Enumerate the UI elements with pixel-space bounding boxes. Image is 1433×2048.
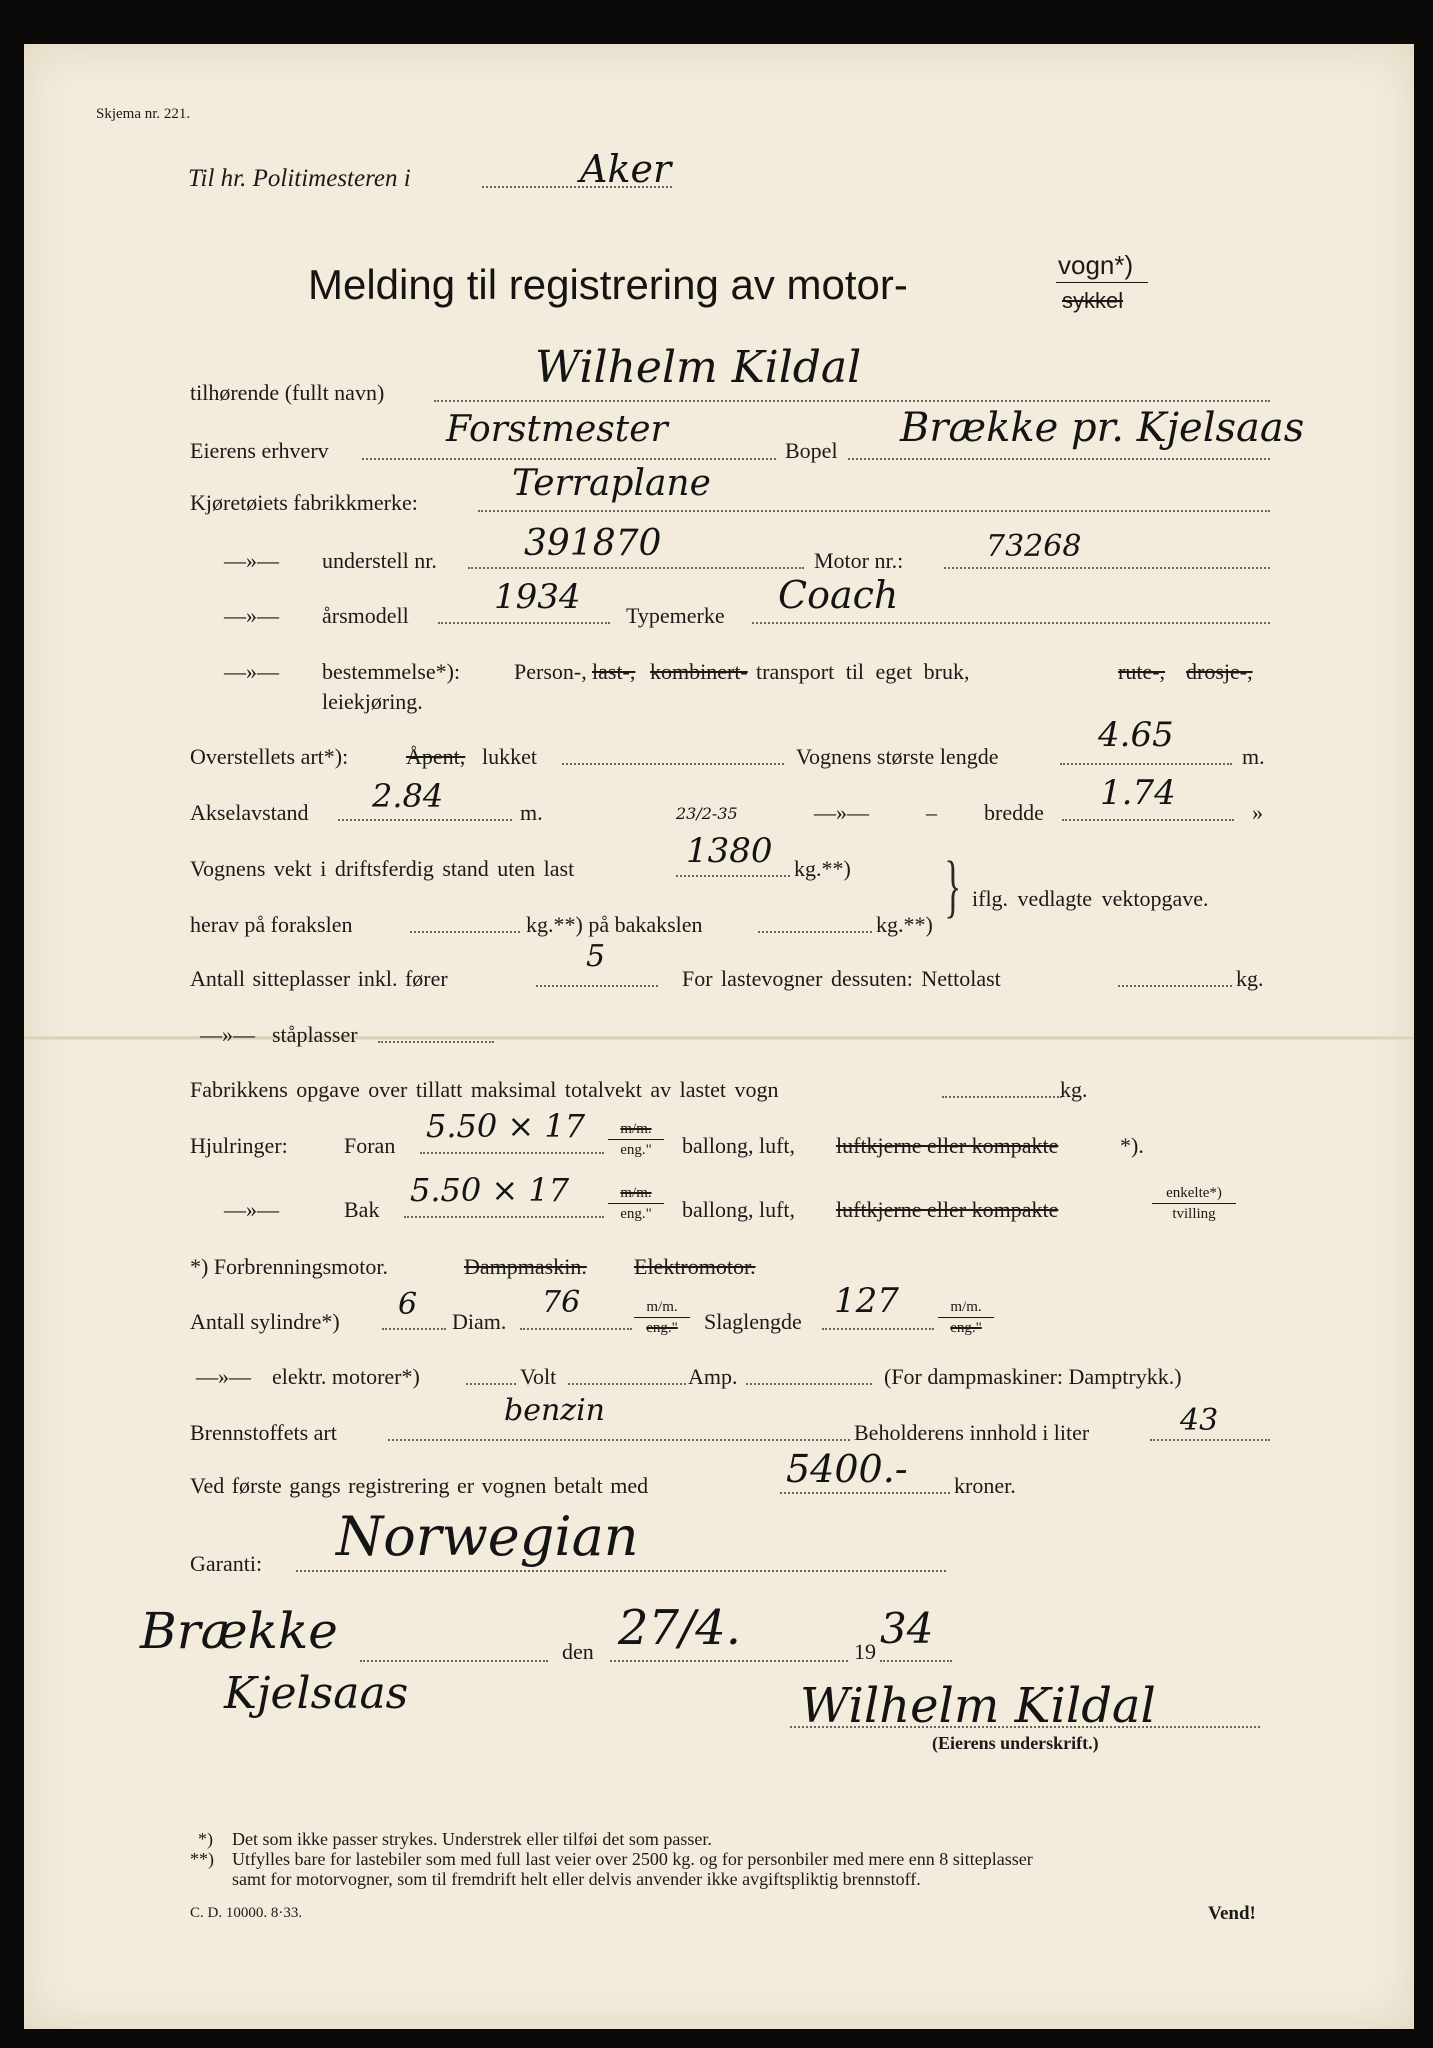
type-value: Coach (778, 573, 899, 617)
chassis-field-line (468, 567, 804, 569)
width-label: bredde (984, 800, 1044, 825)
seats-label: Antall sitteplasser inkl. fører (190, 966, 448, 991)
owner-field-line (434, 400, 1270, 402)
rear-axle-unit: kg.**) (876, 912, 933, 937)
engine-steam: Dampmaskin. (464, 1254, 587, 1279)
motor-label: Motor nr.: (814, 548, 904, 573)
year-value: 1934 (494, 577, 581, 617)
body-field-line (562, 763, 784, 765)
diameter-field-line (520, 1328, 632, 1330)
front-unit-eng: eng." (620, 1142, 652, 1158)
stroke-field-line (822, 1328, 934, 1330)
single-option: enkelte*) (1152, 1186, 1236, 1204)
net-load-field-line (1118, 985, 1232, 987)
net-load-unit: kg. (1236, 966, 1264, 991)
stroke-unit-mm: m/m. (938, 1300, 994, 1318)
diameter-unit-eng: eng." (646, 1320, 678, 1336)
owner-label: tilhørende (fullt navn) (190, 380, 385, 405)
type-label: Typemerke (626, 603, 725, 628)
stroke-value: 127 (834, 1281, 899, 1321)
purpose-label: bestemmelse*): (322, 659, 461, 684)
date-field-line (610, 1660, 848, 1662)
max-weight-label: Fabrikkens opgave over tillatt maksimal totalvekt av lastet vogn (190, 1077, 779, 1102)
price-label: Ved første gangs registrering er vognen betalt med (190, 1473, 649, 1498)
year-suffix: 34 (880, 1604, 934, 1653)
volt-label: Volt (520, 1364, 557, 1389)
purpose-person: Person-, (514, 659, 587, 684)
form-title: Melding til registrering av motor- (308, 261, 908, 308)
diameter-label: Diam. (452, 1309, 507, 1334)
volt-field-line (568, 1383, 686, 1385)
stroke-unit-eng: eng." (950, 1320, 982, 1336)
body-open: Åpent, (406, 744, 466, 769)
owner-signature: Wilhelm Kildal (800, 1678, 1156, 1734)
rear-unit-eng: eng." (620, 1206, 652, 1222)
rear-rims-field-line (404, 1216, 604, 1218)
place-line2: Kjelsaas (224, 1668, 409, 1719)
year-label: årsmodell (322, 603, 409, 628)
rims-label: Hjulringer: (190, 1133, 288, 1158)
diameter-unit-mm: m/m. (634, 1300, 690, 1318)
front-tire-struck: luftkjerne eller kompakte (836, 1133, 1059, 1158)
length-field-line (1060, 763, 1232, 765)
recipient-value: Aker (580, 147, 672, 191)
price-value: 5400.- (786, 1447, 908, 1491)
standing-label: ståplasser (272, 1022, 358, 1047)
wheelbase-value: 2.84 (372, 777, 444, 815)
ditto-mark: —»— (224, 548, 279, 573)
margin-note: 23/2-35 (676, 804, 738, 823)
date-value: 27/4. (618, 1600, 742, 1656)
price-unit: kroner. (954, 1473, 1016, 1498)
guarantee-value: Norwegian (336, 1505, 639, 1568)
length-label: Vognens største lengde (796, 744, 999, 769)
front-rims-label: Foran (344, 1133, 396, 1158)
print-code: C. D. 10000. 8·33. (190, 1905, 303, 1921)
purpose-transport: transport til eget bruk, (756, 659, 970, 684)
purpose-kombinert: kombinert- (650, 659, 748, 684)
rear-unit-mm: m/m. (608, 1186, 664, 1204)
ditto-mark: —»— (196, 1364, 251, 1389)
tank-field-line (1150, 1439, 1270, 1441)
make-label: Kjøretøiets fabrikkmerke: (190, 490, 418, 515)
net-load-label: For lastevogner dessuten: Nettolast (682, 966, 1001, 991)
fuel-value: benzin (504, 1393, 606, 1428)
type-field-line (752, 622, 1270, 624)
front-rims-value: 5.50 × 17 (426, 1107, 586, 1145)
amp-field-line (746, 1383, 872, 1385)
date-label: den (562, 1639, 594, 1664)
ditto-mark: —»— (224, 603, 279, 628)
stroke-unit-fraction (938, 1300, 994, 1336)
amp-label: Amp. (688, 1364, 738, 1389)
rear-axle-field-line (758, 931, 872, 933)
weight-brace: } (944, 848, 962, 925)
motor-field-line (944, 567, 1270, 569)
rear-unit-fraction (608, 1186, 664, 1222)
year-field-line (880, 1660, 952, 1662)
purpose-rute: rute-, (1118, 659, 1166, 684)
electric-motors-label: elektr. motorer*) (272, 1364, 420, 1389)
diameter-unit-fraction (634, 1300, 690, 1336)
ditto-mark: —»— (224, 1197, 279, 1222)
front-unit-fraction (608, 1122, 664, 1158)
seats-value: 5 (586, 939, 606, 974)
wheelbase-label: Akselavstand (190, 800, 309, 825)
front-axle-field-line (410, 931, 520, 933)
footnote-2-line2: samt for motorvogner, som til fremdrift helt eller delvis anvender ikke avgiftspliktig brennstoff. (232, 1869, 921, 1889)
residence-field-line (848, 458, 1270, 460)
front-tire-end: *). (1120, 1133, 1144, 1158)
year-field-line (438, 622, 610, 624)
cylinders-label: Antall sylindre*) (190, 1309, 340, 1334)
cylinders-field-line (382, 1328, 446, 1330)
make-value: Terraplane (512, 463, 711, 504)
front-axle-unit: kg.**) på bakakslen (526, 912, 703, 937)
footnote-1-mark: *) (198, 1829, 213, 1849)
weight-brace-text: iflg. vedlagte vektopgave. (972, 886, 1209, 911)
electric-motors-field-line (466, 1383, 516, 1385)
rear-tire-struck: luftkjerne eller kompakte (836, 1197, 1059, 1222)
chassis-value: 391870 (524, 523, 662, 564)
cylinders-value: 6 (398, 1287, 418, 1322)
occupation-field-line (362, 458, 776, 460)
motor-value: 73268 (986, 529, 1082, 564)
guarantee-field-line (296, 1570, 946, 1572)
width-field-line (1062, 819, 1234, 821)
ditto-mark: —»— (200, 1022, 255, 1047)
occupation-value: Forstmester (446, 409, 668, 450)
place-field-line (360, 1660, 548, 1662)
width-unit: » (1252, 800, 1263, 825)
wheelbase-unit: m. (520, 800, 543, 825)
place-line1: Brække (140, 1602, 338, 1660)
seats-field-line (536, 985, 658, 987)
schema-number: Skjema nr. 221. (96, 106, 191, 122)
turn-over-note: Vend! (1208, 1903, 1256, 1924)
weight-label: Vognens vekt i driftsferdig stand uten last (190, 856, 575, 881)
body-type-label: Overstellets art*): (190, 744, 349, 769)
chassis-label: understell nr. (322, 548, 437, 573)
title-option-sykkel: sykkel (1062, 288, 1124, 313)
standing-field-line (378, 1041, 494, 1043)
fuel-field-line (388, 1439, 850, 1441)
weight-value: 1380 (686, 831, 773, 871)
owner-value: Wilhelm Kildal (535, 342, 862, 393)
width-dash: – (926, 800, 937, 825)
stroke-label: Slaglengde (704, 1309, 802, 1334)
price-field-line (780, 1492, 950, 1494)
year-prefix: 19 (854, 1639, 876, 1664)
length-unit: m. (1242, 744, 1265, 769)
rear-rims-label: Bak (344, 1197, 380, 1222)
purpose-drosje: drosje-, (1186, 659, 1253, 684)
weight-field-line (676, 875, 790, 877)
steam-pressure-note: (For dampmaskiner: Damptrykk.) (884, 1364, 1182, 1389)
length-value: 4.65 (1098, 715, 1174, 755)
footnote-2-mark: **) (190, 1849, 214, 1869)
diameter-value: 76 (542, 1285, 581, 1320)
engine-combustion: *) Forbrenningsmotor. (190, 1254, 388, 1279)
body-closed: lukket (482, 744, 537, 769)
front-unit-mm: m/m. (608, 1122, 664, 1140)
twin-option: tvilling (1172, 1206, 1216, 1222)
ditto-mark: —»— (814, 800, 869, 825)
guarantee-label: Garanti: (190, 1551, 263, 1576)
width-value: 1.74 (1100, 773, 1176, 813)
tank-value: 43 (1180, 1403, 1219, 1438)
purpose-leiekjoring: leiekjøring. (322, 689, 423, 714)
ditto-mark: —»— (224, 659, 279, 684)
residence-label: Bopel (785, 438, 838, 463)
max-weight-field-line (942, 1096, 1062, 1098)
title-option-vogn: vogn*) (1058, 250, 1134, 280)
purpose-last: last-, (592, 659, 636, 684)
title-fraction-bar (1056, 282, 1148, 283)
make-field-line (478, 510, 1270, 512)
single-twin-fraction (1152, 1186, 1236, 1222)
front-rims-field-line (420, 1152, 604, 1154)
max-weight-unit: kg. (1060, 1077, 1088, 1102)
recipient-label: Til hr. Politimesteren i (188, 165, 411, 192)
engine-electric: Elektromotor. (634, 1254, 756, 1279)
front-axle-label: herav på forakslen (190, 912, 353, 937)
residence-value: Brække pr. Kjelsaas (900, 405, 1305, 451)
rear-rims-value: 5.50 × 17 (410, 1171, 570, 1209)
occupation-label: Eierens erhverv (190, 438, 329, 463)
footnote-2-line1: Utfylles bare for lastebiler som med full last veier over 2500 kg. og for personbiler med mere enn 8 sitteplasser (232, 1849, 1033, 1869)
signature-line (790, 1726, 1260, 1728)
rear-tire-type: ballong, luft, (682, 1197, 796, 1222)
weight-unit: kg.**) (794, 856, 851, 881)
tank-label: Beholderens innhold i liter (854, 1420, 1090, 1445)
front-tire-type: ballong, luft, (682, 1133, 796, 1158)
fuel-label: Brennstoffets art (190, 1420, 337, 1445)
footnote-1: Det som ikke passer strykes. Understrek eller tilføi det som passer. (232, 1829, 712, 1849)
wheelbase-field-line (338, 819, 512, 821)
signature-label: (Eierens underskrift.) (932, 1733, 1099, 1753)
